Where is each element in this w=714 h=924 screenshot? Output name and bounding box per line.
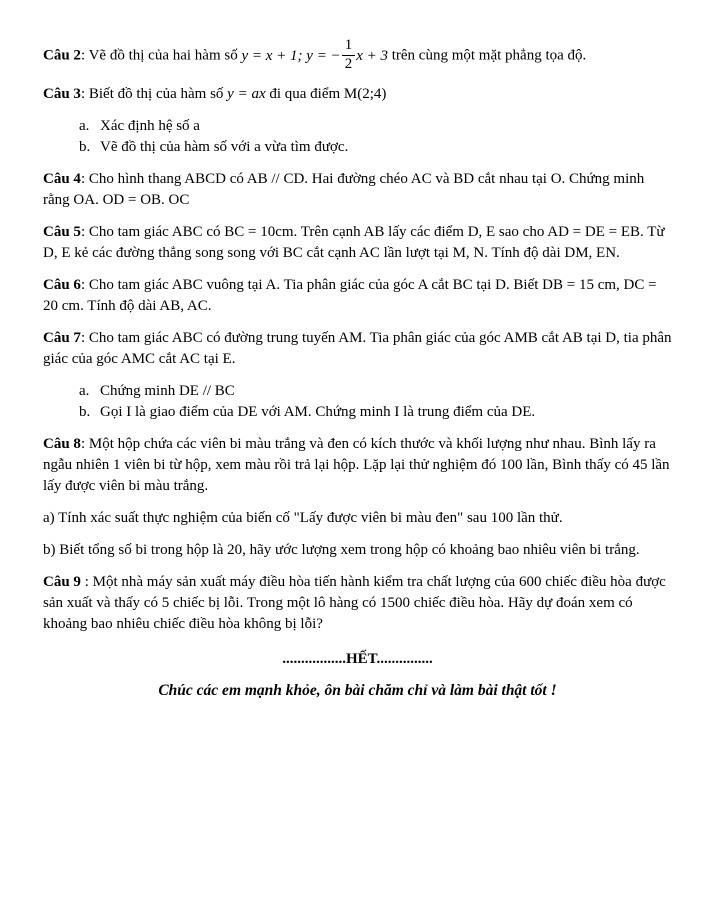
question-7	[43, 328, 672, 370]
fraction	[342, 38, 356, 73]
question-3-lead: Biết đồ thị của hàm số	[88, 85, 228, 102]
question-9-colon: :	[80, 573, 93, 590]
question-6-colon: :	[80, 276, 89, 293]
question-8-colon: :	[80, 435, 89, 452]
list-item-text: Chứng minh DE // BC	[100, 382, 235, 399]
question-8-part-a: a) Tính xác suất thực nghiệm của biến cố "Lấy được viên bi màu đen" sau 100 lần thử.	[43, 509, 563, 526]
list-item-text: Vẽ đồ thị của hàm số với a vừa tìm được.	[100, 138, 349, 155]
list-item-marker: a.	[79, 382, 90, 399]
question-5-colon: :	[80, 223, 89, 240]
question-7-sublist	[79, 381, 672, 423]
question-2-formula	[241, 37, 388, 72]
question-4	[43, 169, 672, 211]
question-5	[43, 222, 672, 264]
list-item	[79, 381, 672, 402]
question-8-label: Câu 8	[43, 435, 81, 452]
list-item	[79, 137, 672, 158]
question-3-tail: đi qua điểm M(2;4)	[265, 85, 387, 102]
question-8	[43, 434, 672, 497]
question-2-tail: trên cùng một mặt phẳng tọa độ.	[387, 47, 587, 64]
list-item-marker: a.	[79, 117, 90, 134]
fraction-numerator: 1	[344, 37, 353, 53]
formula-part-a: y = x + 1; y = −	[241, 47, 341, 64]
question-5-text: Cho tam giác ABC có BC = 10cm. Trên cạnh AB lấy các điểm D, E sao cho AD = DE = EB. Từ D, E kẻ các đường thẳng song song với BC cắt cạnh AC lần lượt tại M, N. Tính độ dài DM, EN.	[43, 223, 665, 261]
question-5-label: Câu 5	[43, 223, 81, 240]
question-7-label: Câu 7	[43, 329, 81, 346]
question-2-colon: :	[80, 47, 89, 64]
question-6-label: Câu 6	[43, 276, 81, 293]
question-3	[43, 84, 672, 105]
question-7-text: Cho tam giác ABC có đường trung tuyến AM. Tia phân giác của góc AMB cắt AB tại D, tia phân giác của góc AMC cắt AC tại E.	[43, 329, 672, 367]
question-9-label: Câu 9	[43, 573, 81, 590]
question-4-text: Cho hình thang ABCD có AB // CD. Hai đường chéo AC và BD cắt nhau tại O. Chứng minh rằng OA. OD = OB. OC	[43, 170, 645, 208]
question-3-colon: :	[80, 85, 89, 102]
question-3-sublist	[79, 116, 672, 158]
list-item-marker: b.	[79, 403, 91, 420]
question-7-colon: :	[80, 329, 89, 346]
list-item-text: Gọi I là giao điểm của DE với AM. Chứng minh I là trung điểm của DE.	[100, 403, 536, 420]
question-2-lead: Vẽ đồ thị của hai hàm số	[88, 47, 242, 64]
question-2	[43, 38, 672, 73]
end-of-exam-line: .................HẾT...............	[282, 650, 433, 667]
question-3-formula: y = ax	[227, 85, 266, 102]
list-item-marker: b.	[79, 138, 91, 155]
question-2-label: Câu 2	[43, 47, 81, 64]
question-4-label: Câu 4	[43, 170, 81, 187]
formula-part-b: x + 3	[356, 47, 388, 64]
question-9-text: Một nhà máy sản xuất máy điều hòa tiến hành kiểm tra chất lượng của 600 chiếc điều hòa được sản xuất và thấy có 5 chiếc bị lỗi. Trong một lô hàng có 1500 chiếc điều hòa. Hãy dự đoán xem có khoảng bao nhiêu chiếc điều hòa không bị lỗi?	[43, 573, 666, 632]
list-item	[79, 402, 672, 423]
question-3-label: Câu 3	[43, 85, 81, 102]
question-8-part-b: b) Biết tổng số bi trong hộp là 20, hãy ước lượng xem trong hộp có khoảng bao nhiêu viên bi trắng.	[43, 541, 640, 558]
question-4-colon: :	[80, 170, 89, 187]
list-item-text: Xác định hệ số a	[100, 117, 200, 134]
fraction-denominator: 2	[342, 55, 356, 73]
list-item	[79, 116, 672, 137]
question-6	[43, 275, 672, 317]
good-luck-message: Chúc các em mạnh khỏe, ôn bài chăm chỉ và làm bài thật tốt !	[158, 681, 557, 699]
question-9	[43, 572, 672, 635]
question-8-text: Một hộp chứa các viên bi màu trắng và đen có kích thước và khối lượng như nhau. Bình lấy ra ngẫu nhiên 1 viên bi từ hộp, xem màu rồi trả lại hộp. Lặp lại thử nghiệm đó 100 lần, Bình thấy có 45 lần lấy được viên bi màu trắng.	[43, 435, 670, 494]
question-6-text: Cho tam giác ABC vuông tại A. Tia phân giác của góc A cắt BC tại D. Biết DB = 15 cm, DC = 20 cm. Tính độ dài AB, AC.	[43, 276, 657, 314]
